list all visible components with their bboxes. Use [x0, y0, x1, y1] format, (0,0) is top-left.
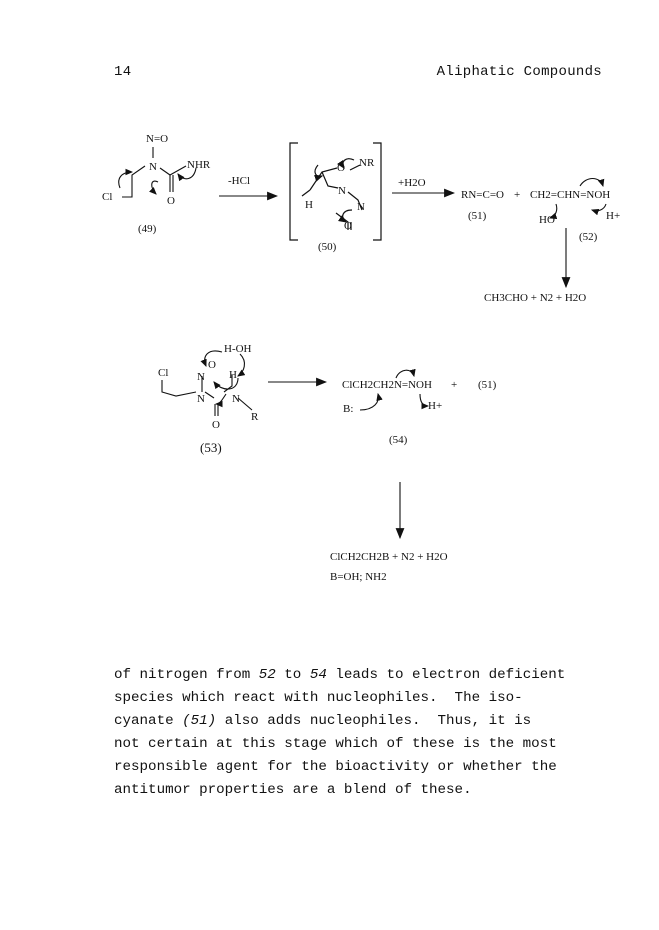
- c53-label: (53): [200, 440, 222, 455]
- page-number: 14: [114, 64, 132, 80]
- products-acetaldehyde: CH3CHO + N2 + H2O: [484, 292, 587, 304]
- paragraph-text: species which react with nucleophiles. The iso-: [114, 690, 523, 706]
- compound-49: [119, 147, 196, 197]
- c53-hoh: H-OH: [224, 343, 252, 355]
- c50-h: H: [305, 199, 313, 211]
- arrow2-label: +H2O: [398, 177, 426, 189]
- paragraph-line: [114, 664, 614, 687]
- c50-n1: N: [338, 185, 346, 197]
- c50-nr: NR: [359, 157, 375, 169]
- c49-n: N: [149, 161, 157, 173]
- c49-cl: Cl: [102, 191, 113, 203]
- compound-reference: (51): [182, 713, 217, 729]
- paragraph-text: not certain at this stage which of these is the most: [114, 736, 557, 752]
- c54-formula: ClCH2CH2N=NOH: [342, 379, 432, 391]
- c54-proton: H+: [428, 400, 443, 412]
- paragraph-line: [114, 710, 614, 733]
- label-51: (51): [468, 210, 487, 222]
- paragraph-text: leads to electron deficient: [326, 667, 566, 683]
- c50-n2: N: [357, 201, 365, 213]
- paragraph-line: [114, 687, 614, 710]
- c49-nhr: NHR: [187, 159, 211, 171]
- diazohydroxide-52: CH2=CHN=NOH: [530, 189, 611, 201]
- ref-51: (51): [478, 379, 497, 391]
- products-final: ClCH2CH2B + N2 + H2O: [330, 551, 448, 563]
- paragraph-text: cyanate: [114, 713, 183, 729]
- plus-2: +: [451, 379, 458, 391]
- arrow1-label: -HCl: [228, 175, 250, 187]
- c50-o: O: [337, 162, 345, 174]
- c49-o: O: [167, 195, 175, 207]
- c49-nitroso: N=O: [146, 133, 169, 145]
- paragraph-line: [114, 779, 614, 802]
- plus-1: +: [514, 189, 521, 201]
- base-b: B:: [343, 403, 354, 415]
- c53-r: R: [251, 411, 259, 423]
- c53-o: O: [208, 359, 216, 371]
- c53-n3: N: [232, 393, 240, 405]
- label-52: (52): [579, 231, 598, 243]
- products-base-note: B=OH; NH2: [330, 571, 387, 583]
- paragraph-text: antitumor properties are a blend of these.: [114, 782, 472, 798]
- paragraph-line: [114, 756, 614, 779]
- c50-o2: O: [344, 220, 352, 232]
- compound-reference: 52: [258, 667, 276, 683]
- c50-label: (50): [318, 241, 337, 253]
- isocyanate-51: RN=C=O: [461, 189, 504, 201]
- c53-h: H: [229, 369, 237, 381]
- c54-label: (54): [389, 434, 408, 446]
- c53-o2: O: [212, 419, 220, 431]
- compound-reference: 54: [309, 667, 327, 683]
- body-paragraph: [114, 664, 614, 802]
- compound-53: [162, 351, 252, 416]
- paragraph-text: of nitrogen from: [114, 667, 259, 683]
- c53-n2: N: [197, 393, 205, 405]
- hydroxide-ho: HO: [539, 214, 555, 226]
- running-head: Aliphatic Compounds: [436, 64, 602, 80]
- c53-n1: N: [197, 371, 205, 383]
- paragraph-text: to: [275, 667, 310, 683]
- c53-cl: Cl: [158, 367, 169, 379]
- paragraph-text: responsible agent for the bioactivity or whether the: [114, 759, 557, 775]
- c49-label: (49): [138, 223, 157, 235]
- paragraph-text: also adds nucleophiles. Thus, it is: [216, 713, 532, 729]
- paragraph-line: [114, 733, 614, 756]
- proton: H+: [606, 210, 621, 222]
